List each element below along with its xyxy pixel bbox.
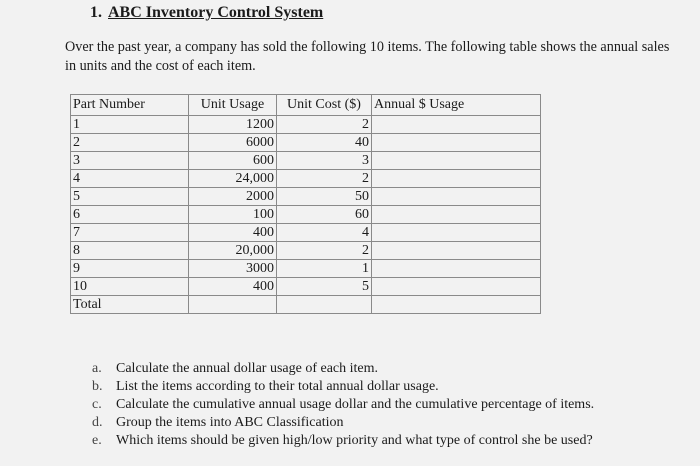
annual-usage-cell xyxy=(372,188,541,206)
annual-usage-cell xyxy=(372,116,541,134)
table-row xyxy=(71,134,541,152)
total-cell xyxy=(277,296,372,314)
unit-usage-cell: 400 xyxy=(189,224,277,242)
annual-usage-cell xyxy=(372,152,541,170)
part-number-cell: 7 xyxy=(71,224,189,242)
total-cell xyxy=(372,296,541,314)
header-annual-usage: Annual $ Usage xyxy=(372,95,541,116)
unit-cost-cell: 2 xyxy=(277,170,372,188)
unit-cost-cell: 5 xyxy=(277,278,372,296)
question-marker: c. xyxy=(92,397,102,412)
unit-cost-cell: 4 xyxy=(277,224,372,242)
annual-usage-cell xyxy=(372,134,541,152)
unit-usage-cell: 100 xyxy=(189,206,277,224)
header-unit-usage: Unit Usage xyxy=(189,95,277,116)
unit-usage-cell: 1200 xyxy=(189,116,277,134)
unit-usage-cell: 3000 xyxy=(189,260,277,278)
question-text: Which items should be given high/low priority and what type of control she be used? xyxy=(116,433,593,448)
header-part-number: Part Number xyxy=(71,95,189,116)
unit-cost-cell: 60 xyxy=(277,206,372,224)
question-list xyxy=(92,360,594,450)
table-header-row xyxy=(71,95,541,116)
intro-paragraph: Over the past year, a company has sold the following 10 items. The following table shows the annual sales in units and the cost of each item. xyxy=(65,39,670,74)
question-item xyxy=(92,396,594,414)
title-text: ABC Inventory Control System xyxy=(108,4,324,21)
unit-cost-cell: 1 xyxy=(277,260,372,278)
annual-usage-cell xyxy=(372,170,541,188)
annual-usage-cell xyxy=(372,260,541,278)
annual-usage-cell xyxy=(372,242,541,260)
total-row xyxy=(71,296,541,314)
part-number-cell: 8 xyxy=(71,242,189,260)
question-text: List the items according to their total annual dollar usage. xyxy=(116,379,439,394)
part-number-cell: 9 xyxy=(71,260,189,278)
table-row xyxy=(71,260,541,278)
unit-cost-cell: 50 xyxy=(277,188,372,206)
question-text: Group the items into ABC Classification xyxy=(116,415,344,430)
title-number: 1. xyxy=(90,4,102,21)
unit-usage-cell: 6000 xyxy=(189,134,277,152)
annual-usage-cell xyxy=(372,278,541,296)
part-number-cell: 3 xyxy=(71,152,189,170)
table-row xyxy=(71,116,541,134)
table-row xyxy=(71,188,541,206)
question-item xyxy=(92,432,594,450)
unit-cost-cell: 40 xyxy=(277,134,372,152)
annual-usage-cell xyxy=(372,206,541,224)
question-item xyxy=(92,360,594,378)
unit-usage-cell: 600 xyxy=(189,152,277,170)
question-marker: e. xyxy=(92,433,102,448)
question-marker: a. xyxy=(92,361,102,376)
question-marker: b. xyxy=(92,379,103,394)
question-text: Calculate the annual dollar usage of each item. xyxy=(116,361,379,376)
unit-cost-cell: 2 xyxy=(277,116,372,134)
total-label: Total xyxy=(71,296,189,314)
part-number-cell: 6 xyxy=(71,206,189,224)
question-marker: d. xyxy=(92,415,103,430)
table-row xyxy=(71,278,541,296)
header-unit-cost: Unit Cost ($) xyxy=(277,95,372,116)
table-row xyxy=(71,206,541,224)
table-row xyxy=(71,224,541,242)
unit-cost-cell: 3 xyxy=(277,152,372,170)
page-title xyxy=(90,4,323,22)
annual-usage-cell xyxy=(372,224,541,242)
unit-usage-cell: 400 xyxy=(189,278,277,296)
unit-usage-cell: 2000 xyxy=(189,188,277,206)
total-cell xyxy=(189,296,277,314)
part-number-cell: 10 xyxy=(71,278,189,296)
inventory-table xyxy=(70,94,541,314)
part-number-cell: 5 xyxy=(71,188,189,206)
unit-usage-cell: 20,000 xyxy=(189,242,277,260)
part-number-cell: 2 xyxy=(71,134,189,152)
part-number-cell: 1 xyxy=(71,116,189,134)
table-row xyxy=(71,242,541,260)
part-number-cell: 4 xyxy=(71,170,189,188)
question-item xyxy=(92,414,594,432)
unit-usage-cell: 24,000 xyxy=(189,170,277,188)
question-text: Calculate the cumulative annual usage dollar and the cumulative percentage of items. xyxy=(116,397,595,412)
table-row xyxy=(71,152,541,170)
question-item xyxy=(92,378,594,396)
unit-cost-cell: 2 xyxy=(277,242,372,260)
table-row xyxy=(71,170,541,188)
